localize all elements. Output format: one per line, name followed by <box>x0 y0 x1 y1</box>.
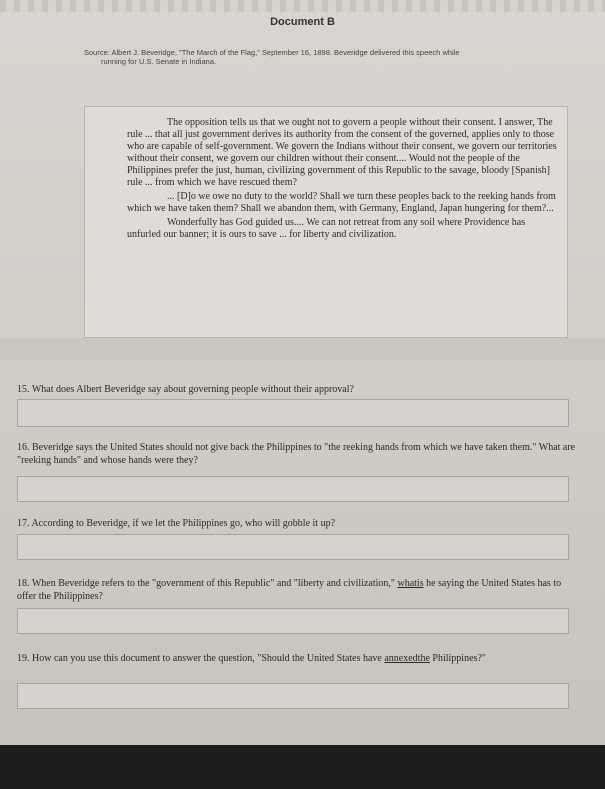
quote-paragraph-1: The opposition tells us that we ought not to govern a people without their consent. I answer, The rule ... that all just government derives its authority from the consent of the governed, applies only to those who are capable of self-government. We govern the Indians without their consent, we govern our territories without their consent, we govern our children without their consent.... Would not the people of the Philippines prefer the just, human, civilizing government of this Republic to the savage, bloody [Spanish] rule ... from which we have rescued them? <box>127 117 557 188</box>
source-line-2: running for U.S. Senate in Indiana. <box>101 57 217 66</box>
question-18-text-before: 18. When Beveridge refers to the "government of this Republic" and "liberty and civilization," <box>17 578 398 589</box>
answer-box-19[interactable] <box>17 683 569 709</box>
question-19 <box>17 652 577 665</box>
question-18-underlined: whatis <box>397 578 424 589</box>
answer-box-15[interactable] <box>17 399 569 427</box>
quote-paragraph-3: Wonderfully has God guided us.... We can not retreat from any soil where Providence has unfurled our banner; it is ours to save ... for liberty and civilization. <box>127 217 526 240</box>
source-line-1: Source: Albert J. Beveridge, "The March of the Flag," September 16, 1898. Beveridge delivered this speech while <box>84 48 460 57</box>
question-15-text: 15. What does Albert Beveridge say about governing people without their approval? <box>17 384 354 395</box>
question-17 <box>17 517 577 530</box>
answer-box-16[interactable] <box>17 476 569 502</box>
question-15 <box>17 383 577 396</box>
bottom-dark-edge <box>0 745 605 789</box>
source-citation <box>84 48 604 66</box>
question-18-text-after: he saying the United States has to offer the Philippines? <box>17 578 562 602</box>
answer-box-17[interactable] <box>17 534 569 560</box>
answer-box-18[interactable] <box>17 608 569 634</box>
question-18 <box>17 577 577 603</box>
top-strip <box>0 0 605 12</box>
question-19-underlined: annexedthe <box>384 653 430 664</box>
quote-paragraph-2: ... [D]o we owe no duty to the world? Shall we turn these peoples back to the reeking hands from which we have taken them? Shall we abandon them, with Germany, England, Japan hungering for them?... <box>127 191 556 214</box>
question-16-text: 16. Beveridge says the United States should not give back the Philippines to "the reeking hands from which we have taken them." What are "reeking hands" and whose hands were they? <box>17 442 576 466</box>
divider-band <box>0 338 605 360</box>
quote-box <box>84 106 568 338</box>
question-19-text-before: 19. How can you use this document to answer the question, "Should the United States have <box>17 653 385 664</box>
document-title: Document B <box>270 16 335 28</box>
question-16 <box>17 441 577 467</box>
question-17-text: 17. According to Beveridge, if we let the Philippines go, who will gobble it up? <box>17 518 336 529</box>
question-19-text-after: Philippines?" <box>429 653 486 664</box>
